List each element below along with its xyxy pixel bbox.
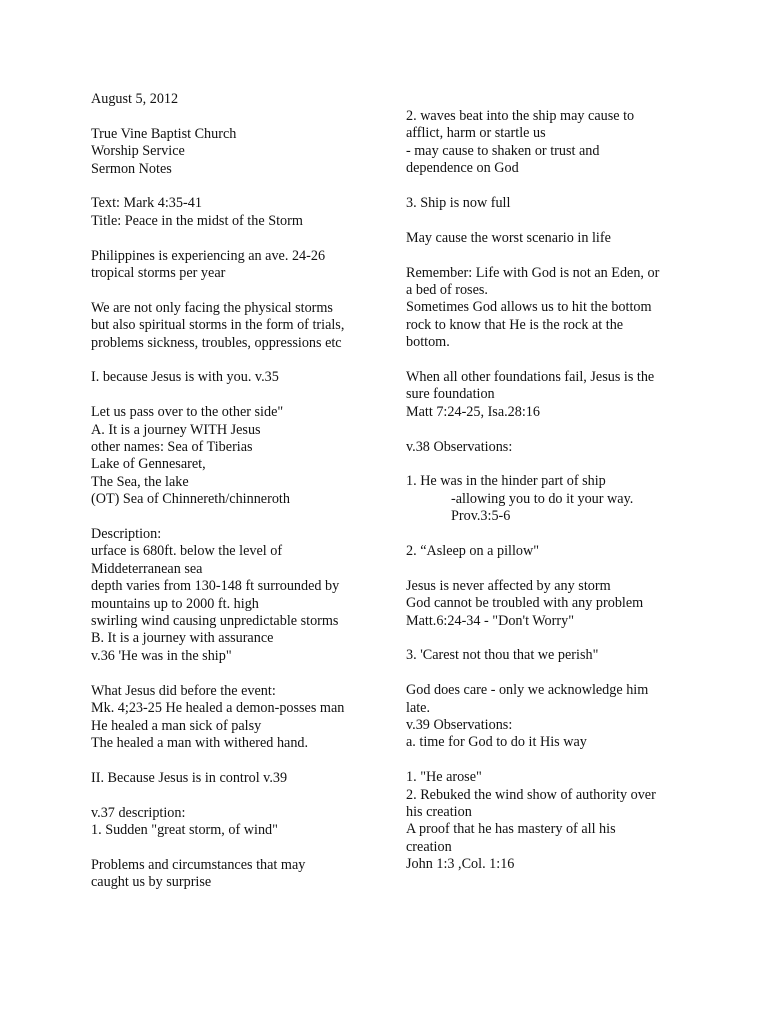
blank-line [406, 178, 696, 195]
blank-line [91, 387, 391, 404]
text-line: 3. 'Carest not thou that we perish" [406, 647, 599, 664]
text-line: We are not only facing the physical storms [91, 299, 333, 316]
blank-line [406, 665, 696, 682]
blank-line [406, 560, 696, 577]
text-line: creation [406, 838, 452, 855]
text-line: other names: Sea of Tiberias [91, 439, 253, 456]
text-line: Lake of Gennesaret, [91, 456, 206, 473]
text-line: Prov.3:5-6 [451, 508, 511, 525]
text-line: A. It is a journey WITH Jesus [91, 421, 261, 438]
text-line: When all other foundations fail, Jesus is the [406, 369, 655, 386]
text-line: God cannot be troubled with any problem [406, 595, 644, 612]
text-line: A proof that he has mastery of all his [406, 821, 616, 838]
text-line: Mk. 4;23-25 He healed a demon-posses man [91, 700, 345, 717]
text-line: late. [406, 699, 431, 716]
text-line: 3. Ship is now full [406, 195, 511, 212]
text-line: True Vine Baptist Church [91, 125, 237, 142]
blank-line [91, 352, 391, 369]
text-line: urface is 680ft. below the level of [91, 543, 283, 560]
blank-line [91, 230, 391, 247]
left-column [91, 91, 391, 892]
text-line: tropical storms per year [91, 265, 226, 282]
blank-line [406, 352, 696, 369]
text-line: He healed a man sick of palsy [91, 717, 262, 734]
text-line: May cause the worst scenario in life [406, 229, 611, 246]
text-line: but also spiritual storms in the form of trials, [91, 317, 345, 334]
text-line: Matt.6:24-34 - "Don't Worry" [406, 612, 574, 629]
text-line: Jesus is never affected by any storm [406, 577, 611, 594]
text-line: v.38 Observations: [406, 438, 513, 455]
text-line: 2. waves beat into the ship may cause to [406, 108, 635, 124]
text-line: What Jesus did before the event: [91, 682, 276, 699]
blank-line [406, 456, 696, 473]
text-line: Problems and circumstances that may [91, 856, 306, 873]
blank-line [406, 752, 696, 769]
text-line: Title: Peace in the midst of the Storm [91, 212, 303, 229]
text-line: rock to know that He is the rock at the [406, 316, 624, 333]
text-line: depth varies from 130-148 ft surrounded by [91, 578, 340, 595]
blank-line [91, 178, 391, 195]
text-line: Worship Service [91, 143, 185, 160]
text-line: Middeterranean sea [91, 560, 203, 577]
text-line: Description: [91, 526, 162, 543]
blank-line [406, 630, 696, 647]
blank-line [406, 212, 696, 229]
text-line: afflict, harm or startle us [406, 125, 546, 142]
text-line: Text: Mark 4:35-41 [91, 195, 202, 212]
text-line: his creation [406, 804, 472, 821]
text-line: 1. "He arose" [406, 769, 482, 786]
text-line: a bed of roses. [406, 282, 488, 299]
text-line: Sermon Notes [91, 160, 172, 177]
text-line: 2. Rebuked the wind show of authority over [406, 786, 656, 803]
text-line: swirling wind causing unpredictable storms [91, 613, 339, 630]
text-line: v.36 'He was in the ship" [91, 647, 232, 664]
right-column [406, 108, 696, 874]
text-line: dependence on God [406, 160, 519, 177]
blank-line [91, 282, 391, 299]
blank-line [91, 839, 391, 856]
text-line: John 1:3 ,Col. 1:16 [406, 856, 515, 873]
text-line: The Sea, the lake [91, 473, 189, 490]
text-line: 1. Sudden "great storm, of wind" [91, 821, 278, 838]
blank-line [91, 752, 391, 769]
text-line: The healed a man with withered hand. [91, 734, 309, 751]
text-line: 2. “Asleep on a pillow" [406, 543, 540, 560]
text-line: v.39 Observations: [406, 717, 513, 734]
text-line: caught us by surprise [91, 874, 212, 891]
text-line: bottom. [406, 334, 450, 351]
blank-line [91, 787, 391, 804]
blank-line [406, 421, 696, 438]
text-line: I. because Jesus is with you. v.35 [91, 369, 279, 386]
blank-line [91, 108, 391, 125]
blank-line [406, 526, 696, 543]
text-line: Sometimes God allows us to hit the bottom [406, 299, 652, 316]
blank-line [91, 509, 391, 526]
text-line: Remember: Life with God is not an Eden, or [406, 264, 660, 281]
text-line: sure foundation [406, 386, 495, 403]
text-line: God does care - only we acknowledge him [406, 682, 649, 699]
text-line: B. It is a journey with assurance [91, 630, 274, 647]
text-line: (OT) Sea of Chinnereth/chinneroth [91, 491, 290, 508]
blank-line [91, 665, 391, 682]
text-line: a. time for God to do it His way [406, 734, 587, 751]
text-line: mountains up to 2000 ft. high [91, 595, 259, 612]
text-line: -allowing you to do it your way. [451, 490, 634, 507]
text-line: Philippines is experiencing an ave. 24-26 [91, 247, 326, 264]
blank-line [406, 247, 696, 264]
text-line: II. Because Jesus is in control v.39 [91, 769, 288, 786]
text-line: problems sickness, troubles, oppressions etc [91, 334, 342, 351]
text-line: 1. He was in the hinder part of ship [406, 473, 606, 490]
text-line: Let us pass over to the other side" [91, 404, 284, 421]
text-line: v.37 description: [91, 804, 186, 821]
text-line: August 5, 2012 [91, 91, 179, 107]
text-line: - may cause to shaken or trust and [406, 142, 600, 159]
text-line: Matt 7:24-25, Isa.28:16 [406, 403, 540, 420]
